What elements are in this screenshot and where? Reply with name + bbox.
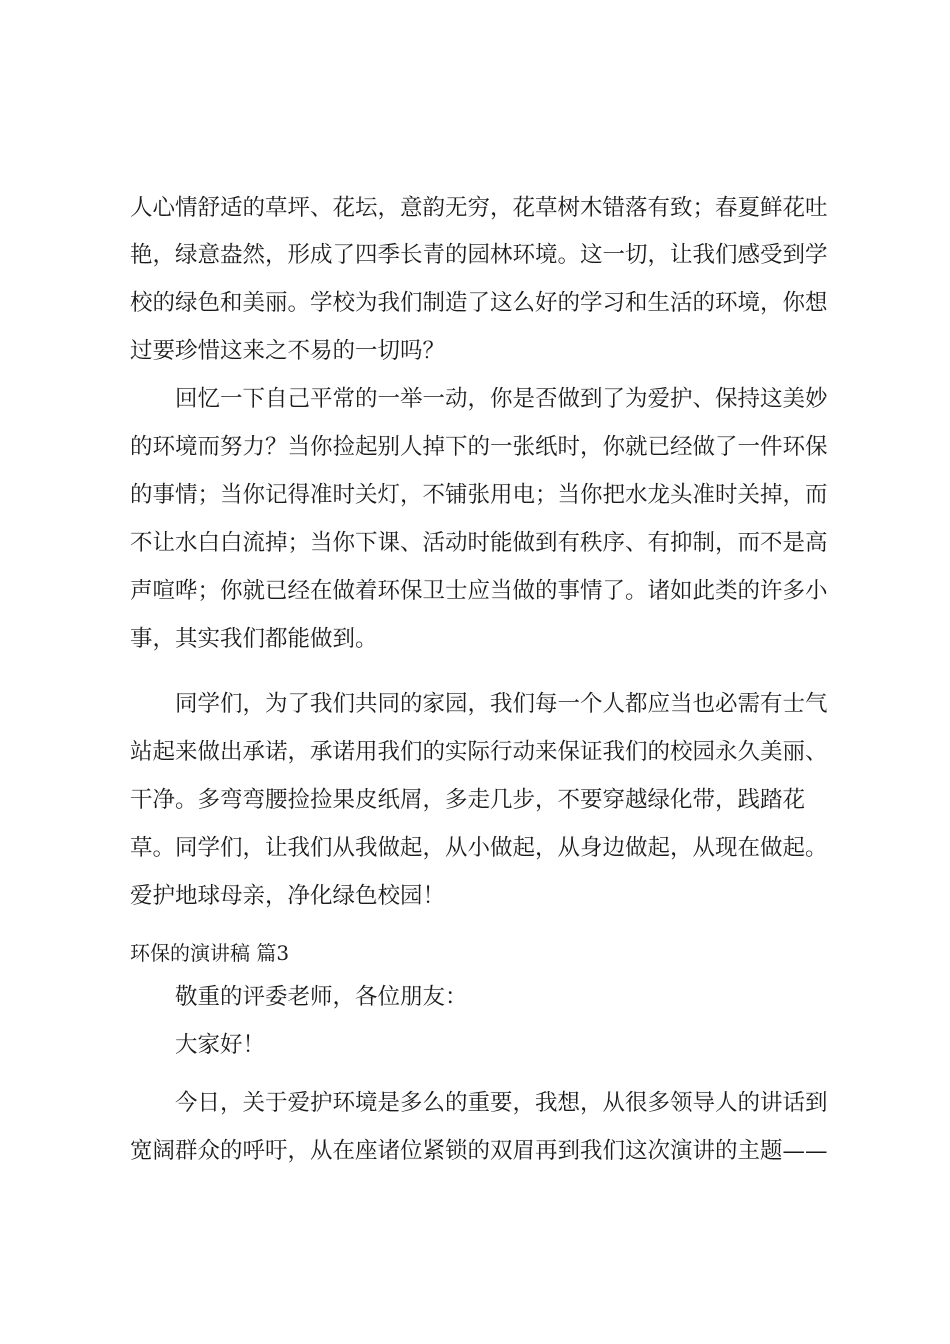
paragraph-2-line-4: 不让水白白流掉；当你下课、活动时能做到有秩序、有抑制，而不是高: [130, 530, 828, 556]
paragraph-2-line-3: 的事情；当你记得准时关灯，不铺张用电；当你把水龙头准时关掉，而: [130, 482, 828, 508]
paragraph-1-line-4: 过要珍惜这来之不易的一切吗？: [130, 338, 446, 364]
hello-line: 大家好！: [175, 1032, 266, 1058]
paragraph-3-line-4: 草。同学们，让我们从我做起，从小做起，从身边做起，从现在做起。: [130, 835, 828, 861]
greeting-line: 敬重的评委老师，各位朋友：: [175, 984, 468, 1010]
paragraph-2-line-6: 事，其实我们都能做到。: [130, 626, 378, 652]
paragraph-3-line-5: 爱护地球母亲，净化绿色校园！: [130, 883, 446, 909]
section-heading: 环保的演讲稿 篇3: [130, 941, 290, 965]
paragraph-1-line-2: 艳，绿意盎然，形成了四季长青的园林环境。这一切，让我们感受到学: [130, 242, 828, 268]
paragraph-2-line-5: 声喧哗；你就已经在做着环保卫士应当做的事情了。诸如此类的许多小: [130, 578, 828, 604]
paragraph-1-line-3: 校的绿色和美丽。学校为我们制造了这么好的学习和生活的环境，你想: [130, 290, 828, 316]
paragraph-3-line-2: 站起来做出承诺，承诺用我们的实际行动来保证我们的校园永久美丽、: [130, 739, 828, 765]
paragraph-2-line-1: 回忆一下自己平常的一举一动，你是否做到了为爱护、保持这美妙: [175, 386, 828, 412]
paragraph-3-line-3: 干净。多弯弯腰捡捡果皮纸屑，多走几步，不要穿越绿化带，践踏花: [130, 787, 806, 813]
paragraph-4-line-2: 宽阔群众的呼吁，从在座诸位紧锁的双眉再到我们这次演讲的主题——: [130, 1138, 828, 1164]
paragraph-3-line-1: 同学们，为了我们共同的家园，我们每一个人都应当也必需有士气: [175, 691, 828, 717]
paragraph-1-line-1: 人心情舒适的草坪、花坛，意韵无穷，花草树木错落有致；春夏鲜花吐: [130, 195, 828, 221]
paragraph-4-line-1: 今日，关于爱护环境是多么的重要，我想，从很多领导人的讲话到: [175, 1090, 828, 1116]
paragraph-2-line-2: 的环境而努力？当你捡起别人掉下的一张纸时，你就已经做了一件环保: [130, 434, 828, 460]
